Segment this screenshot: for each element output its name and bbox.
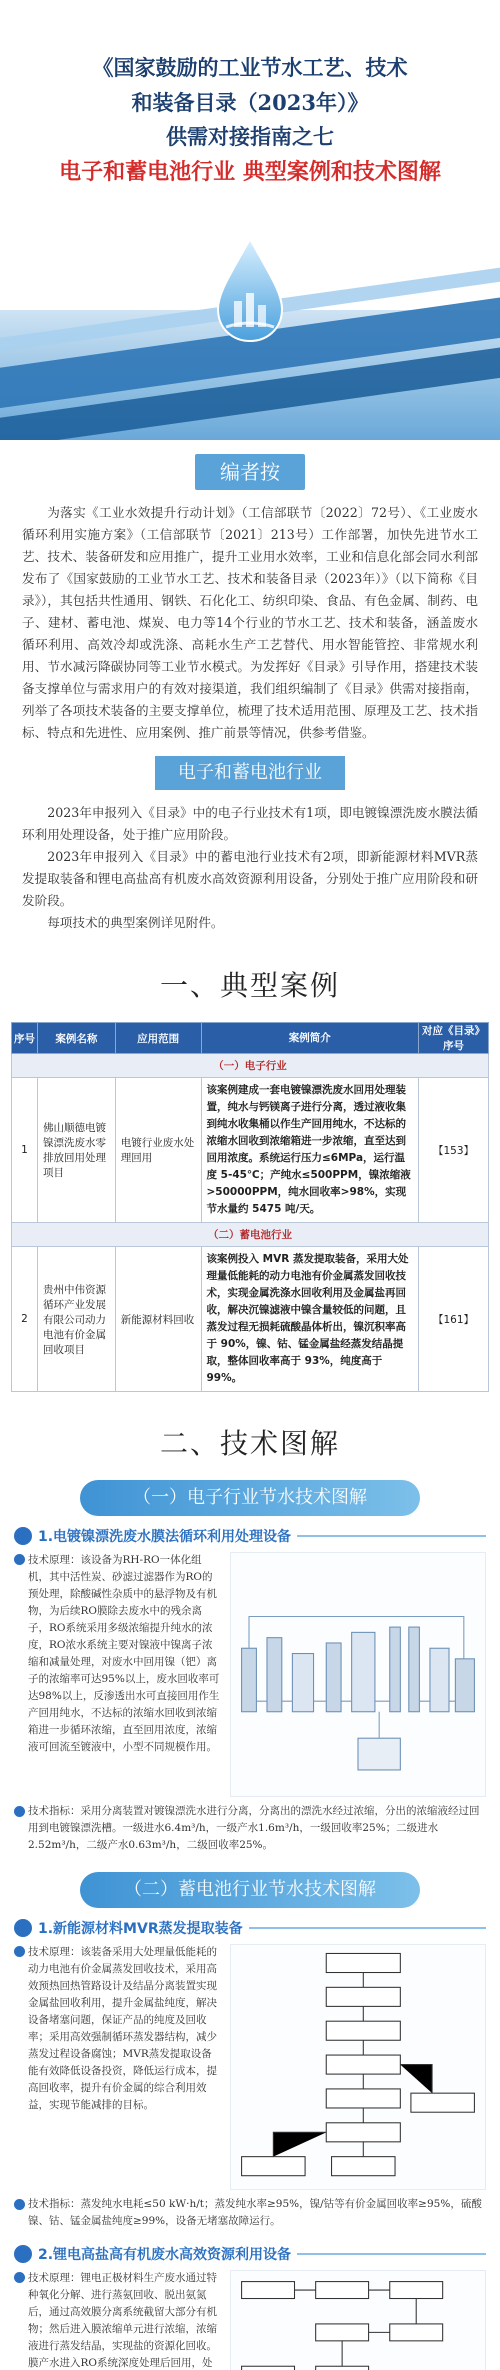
row-ref: 【153】 xyxy=(419,1078,489,1223)
tech-index-1 xyxy=(0,1797,500,1854)
water-drop-icon xyxy=(200,235,300,345)
hero-title-line3: 供需对接指南之七 xyxy=(166,124,334,149)
title-rule xyxy=(297,1535,486,1537)
tech-row-2 xyxy=(0,1938,500,2189)
header-app: 应用范围 xyxy=(115,1023,201,1054)
bullet-icon xyxy=(14,1946,25,1957)
header-no: 序号 xyxy=(12,1023,38,1054)
group-electronics: （一）电子行业 xyxy=(12,1054,489,1078)
tech-index-2-body: 技术指标：蒸发纯水电耗≤50 kW·h/t；蒸发纯水率≥95%，镍/钴等有价金属回收率≥95%，硫酸镍、钴、锰金属盐纯度≥99%，设备无堵塞故障运行。 xyxy=(28,2197,482,2227)
wastewater-flowchart-icon xyxy=(230,2270,486,2370)
tech-title-3 xyxy=(0,2244,500,2264)
category-paragraph-3: 每项技术的典型案例详见附件。 xyxy=(47,915,224,930)
tech-text-3 xyxy=(14,2270,222,2370)
tech-text-2-body: 技术原理：该装备采用大处理量低能耗的动力电池有价金属蒸发回收技术，采用高效预热回热管路设计及结晶分离装置实现金属盐回收利用，提升金属盐纯度，解决设备堵塞问题，保证产品的纯度及回收率；采用高效强制循环蒸发器结构，减少蒸发过程设备腐蚀；MVR蒸发提取设备能有效降低设备投资，降低运行成本，提高回收率，提升有价金属的综合利用效益，实现节能减排的目标。 xyxy=(28,1946,217,2112)
row-app: 电镀行业废水处理回用 xyxy=(115,1078,201,1223)
row-name: 佛山顺德电镀镍漂洗废水零排放回用处理项目 xyxy=(37,1078,115,1223)
header-intro: 案例简介 xyxy=(201,1023,419,1054)
row-intro: 该案例建成一套电镀镍漂洗废水回用处理装置，纯水与钙镁离子进行分离，透过液收集到纯水收集桶以作生产回用纯水，不达标的浓缩水回收到浓缩箱进一步浓缩，直至达到回用浓度。系统运行压力≤6MPa，运行温度 5-45℃；产纯水≤500PPM，镍浓缩液>50000PPM，纯水回收率>98%，实现节水量约 5475 吨/天。 xyxy=(201,1078,419,1223)
editor-paragraph: 为落实《工业水效提升行动计划》（工信部联节〔2022〕72号）、《工业废水循环利用实施方案》（工信部联节〔2021〕213号）工作部署，加快先进节水工艺、技术、装备研发和应用推广，提升工业用水效率，工业和信息化部会同水利部发布了《国家鼓励的工业节水工艺、技术和装备目录（2023年）》（以下简称《目录》），其包括共性通用、钢铁、石化化工、纺织印染、食品、有色金属、制药、电子、建材、蓄电池、煤炭、电力等14个行业的节水工艺、技术和装备，涵盖废水循环利用、高效冷却或洗涤、高耗水生产工艺替代、用水智能管控、非常规水利用、节水减污降碳协同等工业节水模式。为发挥好《目录》引导作用，搭建技术装备支撑单位与需求用户的有效对接渠道，我们组织编制了《目录》供需对接指南，列举了各项技术装备的主要支撑单位，梳理了技术适用范围、原理及工艺、技术指标、特点和先进性、应用案例、推广前景等情况，供参考借鉴。 xyxy=(22,505,478,740)
table-row xyxy=(12,1247,489,1392)
row-no: 1 xyxy=(12,1078,38,1223)
tech-text-2 xyxy=(14,1944,222,2189)
tech-banner-battery: （二）蓄电池行业节水技术图解 xyxy=(80,1872,420,1908)
tech-banner-electronics: （一）电子行业节水技术图解 xyxy=(80,1480,420,1516)
row-name: 贵州中伟资源循环产业发展有限公司动力电池有价金属回收项目 xyxy=(37,1247,115,1392)
tech-title-3-text: 2.锂电高盐高有机废水高效资源利用设备 xyxy=(38,2246,292,2263)
tech-heading: 二、技术图解 xyxy=(159,1427,340,1460)
tech-title-2-text: 1.新能源材料MVR蒸发提取装备 xyxy=(38,1921,243,1938)
cases-table xyxy=(11,1022,489,1392)
mvr-flowchart-icon xyxy=(230,1944,486,2189)
equipment-diagram-icon xyxy=(230,1552,486,1797)
tech-row-3 xyxy=(0,2264,500,2370)
tech-index-1-body: 技术指标：采用分离装置对镀镍漂洗水进行分离，分离出的漂洗水经过浓缩，分出的浓缩液经过回用到电镀镍漂洗槽。一级进水6.4m³/h，一级产水1.6m³/h，一级回收率25%；二级进水2.52m³/h，二级产水0.63m³/h，二级回收率25%。 xyxy=(28,1805,480,1852)
tech-title-2 xyxy=(0,1918,500,1938)
tech-title-1 xyxy=(0,1526,500,1546)
group-battery: （二）蓄电池行业 xyxy=(12,1223,489,1247)
category-paragraph-2: 2023年申报列入《目录》中的蓄电池行业技术有2项，即新能源材料MVR蒸发提取装备和锂电高盐高有机废水高效资源利用设备，分别处于推广应用阶段和研发阶段。 xyxy=(22,849,478,908)
category-paragraph-1: 2023年申报列入《目录》中的电子行业技术有1项，即电镀镍漂洗废水膜法循环利用处理设备，处于推广应用阶段。 xyxy=(22,805,478,842)
title-rule xyxy=(249,1927,486,1929)
bullet-icon xyxy=(14,1527,32,1545)
tech-title-1-text: 1.电镀镍漂洗废水膜法循环利用处理设备 xyxy=(38,1529,292,1545)
header-ref: 对应《目录》序号 xyxy=(419,1023,489,1054)
table-group-row xyxy=(12,1223,489,1247)
hero-title-red: 电子和蓄电池行业 典型案例和技术图解 xyxy=(59,159,441,185)
tech-text-1 xyxy=(14,1552,222,1797)
bullet-icon xyxy=(14,1554,25,1565)
editor-note-tag: 编者按 xyxy=(195,454,305,490)
hero-title-line2: 和装备目录（2023年）》 xyxy=(131,90,369,115)
title-rule xyxy=(297,2253,486,2255)
hero-banner xyxy=(0,0,500,440)
row-app: 新能源材料回收 xyxy=(115,1247,201,1392)
cases-heading: 一、典型案例 xyxy=(159,969,340,1002)
tech-row-1 xyxy=(0,1546,500,1797)
row-ref: 【161】 xyxy=(419,1247,489,1392)
row-no: 2 xyxy=(12,1247,38,1392)
bullet-icon xyxy=(14,2199,25,2210)
hero-text xyxy=(0,0,500,190)
tech-text-3-body: 技术原理：锂电正极材料生产废水通过特种氧化分解、进行蒸氨回收、脱出氨氮后，通过高效膜分离系统截留大部分有机物；然后进入膜浓缩单元进行浓缩，浓缩液进行蒸发结晶，实现盐的资源化回收。膜产水进入RO系统深度处理后回用，处 xyxy=(28,2271,217,2369)
table-row xyxy=(12,1078,489,1223)
bullet-icon xyxy=(14,1806,25,1817)
bullet-icon xyxy=(14,1919,32,1937)
header-name: 案例名称 xyxy=(37,1023,115,1054)
tech-index-2 xyxy=(0,2190,500,2230)
bullet-icon xyxy=(14,2245,32,2263)
bullet-icon xyxy=(14,2272,25,2283)
table-group-row xyxy=(12,1054,489,1078)
category-tag: 电子和蓄电池行业 xyxy=(155,756,345,790)
row-intro: 该案例投入 MVR 蒸发提取装备，采用大处理量低能耗的动力电池有价金属蒸发回收技术，实现金属洗涤水回收利用及金属盐再回收，解决沉镍滤液中镍含量较低的问题，且蒸发过程无损耗硫酸晶体析出，镍沉积率高于 90%，镍、钴、锰金属盐经蒸发结晶提取，整体回收率高于 93%，纯度高于 99%。 xyxy=(201,1247,419,1392)
table-header-row xyxy=(12,1023,489,1054)
hero-title-line1: 《国家鼓励的工业节水工艺、技术 xyxy=(92,55,408,80)
tech-text-1-body: 技术原理：该设备为RH-RO一体化组机，其中活性炭、砂滤过滤器作为RO的预处理，除酸碱性杂质中的悬浮物及有机物，为后续RO膜除去废水中的残余离子，RO系统采用多级浓缩提升纯水的浓度，RO浓水系统主要对镍液中镍离子浓缩和减量处理，对废水中回用镍（钯）离子的浓缩率可达95%以上，废水回收率可达98%以上，反渗透出水可直接回用作生产回用纯水，不达标的浓缩水回收到浓缩箱进一步循环浓缩，直至回用浓度，浓缩液可回流至镀液中，小型不同规模作用。 xyxy=(28,1554,220,1753)
